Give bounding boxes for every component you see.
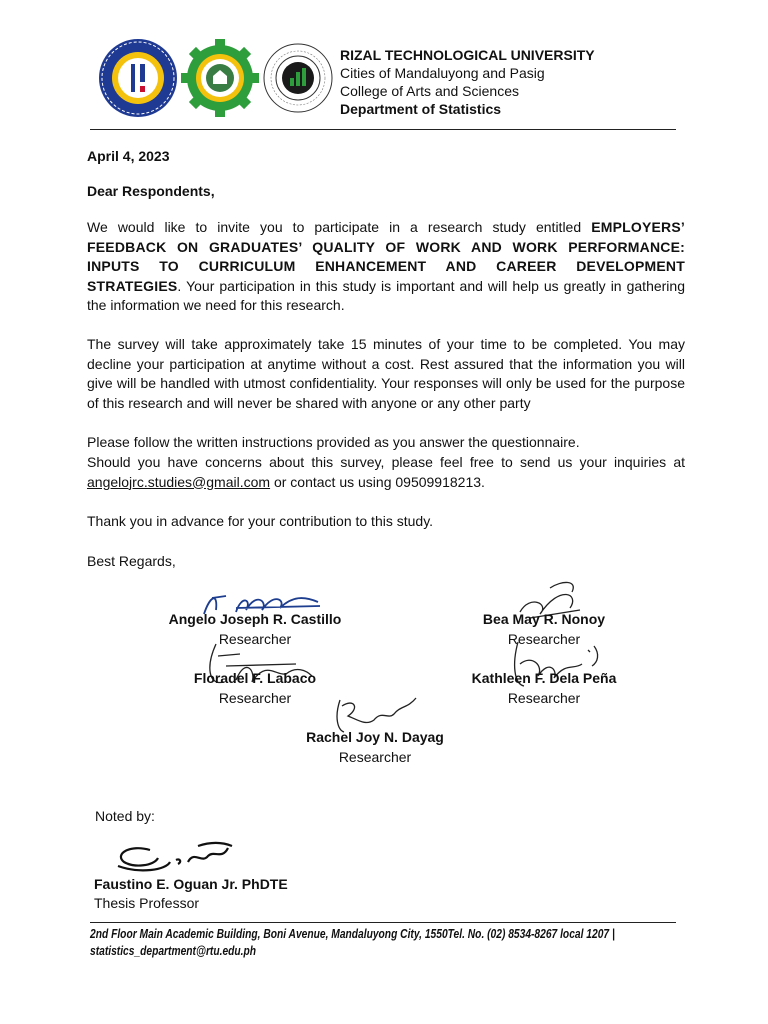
- researcher-name: Kathleen F. Dela Peña: [471, 670, 617, 686]
- university-name: RIZAL TECHNOLOGICAL UNIVERSITY: [340, 47, 595, 63]
- researcher-role: Researcher: [218, 689, 292, 706]
- closing: Best Regards,: [87, 553, 176, 569]
- cas-logo: [180, 38, 260, 118]
- p4-intro: Should you have concerns about this survey, please feel free to send us your inquiries at: [87, 454, 685, 470]
- researcher-castillo: [155, 610, 355, 649]
- footer-divider: [90, 922, 676, 923]
- researcher-role: Researcher: [338, 748, 412, 765]
- department-line: Department of Statistics: [340, 101, 502, 117]
- professor-name: Faustino E. Oguan Jr. PhDTE: [94, 876, 288, 892]
- paragraph-3: Please follow the written instructions provided as you answer the questionnaire.: [87, 434, 580, 450]
- researcher-dela-pena: [444, 669, 644, 708]
- header-divider: [90, 129, 676, 130]
- researcher-labaco: [155, 669, 355, 708]
- researcher-dayag: [275, 728, 475, 767]
- paragraph-4: [87, 453, 685, 492]
- p1-intro: We would like to invite you to participate in a research study entitled: [87, 219, 592, 235]
- researcher-name: Rachel Joy N. Dayag: [306, 729, 444, 745]
- signature-oguan: [110, 840, 240, 876]
- cities-line: Cities of Mandaluyong and Pasig: [340, 65, 545, 81]
- footer-line-1: 2nd Floor Main Academic Building, Boni Avenue, Mandaluyong City, 1550Tel. No. (02) 8534-8267 local 1207 |: [90, 927, 615, 941]
- researcher-role: Researcher: [218, 630, 292, 647]
- researcher-nonoy: [444, 610, 644, 649]
- researcher-name: Floradel F. Labaco: [193, 670, 317, 686]
- contact-email-link[interactable]: angelojrc.studies@gmail.com: [87, 473, 271, 490]
- paragraph-2: The survey will take approximately take 15 minutes of your time to be completed. You may decline your participation at anytime without a cost. Rest assured that the information you will give will be handled with utmost confidentiality. Your responses will only be used for the purpose of this research and will never be shared with anyone or any other party: [87, 336, 685, 411]
- letter-date: April 4, 2023: [87, 148, 170, 164]
- footer-address: [90, 926, 680, 960]
- paragraph-1: [87, 218, 685, 316]
- professor-role: Thesis Professor: [94, 895, 200, 911]
- statistics-logo: [262, 38, 334, 118]
- researcher-role: Researcher: [507, 630, 581, 647]
- footer-email: statistics_department@rtu.edu.ph: [90, 944, 257, 958]
- p1-rest: . Your participation in this study is important and will help us greatly in gathering the information we need for this research.: [87, 277, 685, 314]
- salutation: Dear Respondents,: [87, 183, 215, 199]
- letterhead: [340, 46, 595, 118]
- researcher-role: Researcher: [507, 689, 581, 706]
- rtu-logo: [98, 38, 178, 118]
- researcher-name: Angelo Joseph R. Castillo: [168, 611, 342, 627]
- p4-rest: or contact us using 09509918213.: [270, 473, 485, 490]
- study-title: EMPLOYERS’ FEEDBACK ON GRADUATES’ QUALITY OF WORK AND WORK PERFORMANCE: INPUTS TO CURRICULUM ENHANCEMENT AND CAREER DEVELOPMENT STRATEGIES: [87, 219, 685, 294]
- paragraph-5: Thank you in advance for your contribution to this study.: [87, 513, 434, 529]
- college-line: College of Arts and Sciences: [340, 83, 519, 99]
- researcher-name: Bea May R. Nonoy: [482, 611, 606, 627]
- noted-by-label: Noted by:: [95, 808, 155, 824]
